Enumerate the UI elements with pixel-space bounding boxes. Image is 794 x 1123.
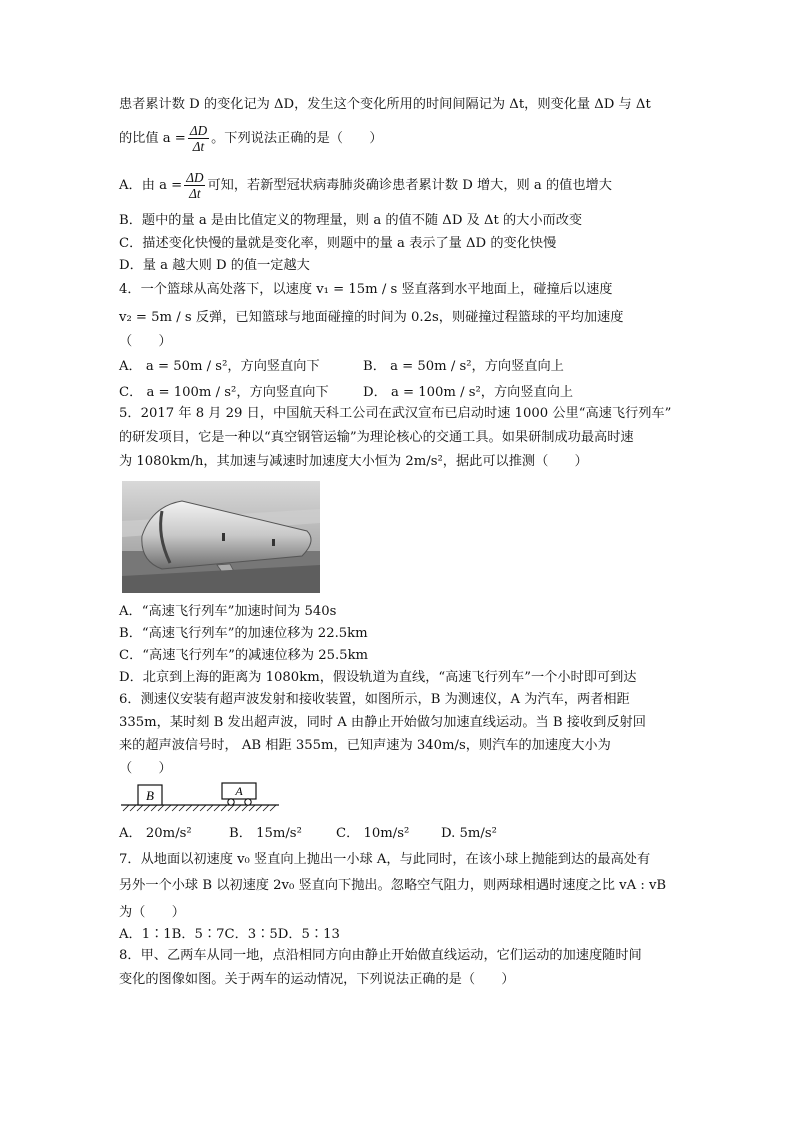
q3-option-d: D．量 a 越大则 D 的值一定越大 bbox=[119, 258, 310, 273]
q3-line-2-pre: 的比值 a = bbox=[119, 131, 186, 146]
q4-option-d: D． a = 100m / s²，方向竖直向上 bbox=[363, 385, 574, 400]
q5-line-2: 的研发项目，它是一种以“真空钢管运输”为理论核心的交通工具。如果研制成功最高时速 bbox=[119, 430, 634, 445]
q4-option-c: C． a = 100m / s²，方向竖直向下 bbox=[119, 385, 329, 400]
fraction-numerator: ΔD bbox=[189, 123, 208, 138]
q3-option-a-post: 可知，若新型冠状病毒肺炎确诊患者累计数 D 增大，则 a 的值也增大 bbox=[207, 178, 612, 193]
q7-options: A．1∶1B．5∶7C．3∶5D．5∶13 bbox=[119, 927, 340, 942]
fraction-denominator: Δt bbox=[192, 139, 205, 154]
q3-option-a-fraction bbox=[184, 170, 205, 201]
q8-line-1: 8．甲、乙两车从同一地，点沿相同方向由静止开始做直线运动，它们运动的加速度随时间 bbox=[119, 948, 642, 963]
q6-option-c: C． 10m/s² bbox=[336, 826, 410, 841]
q3-line-2 bbox=[119, 123, 383, 154]
fraction-denominator: Δt bbox=[189, 186, 201, 201]
car-wheel-left bbox=[228, 799, 234, 805]
q6-option-a: A． 20m/s² bbox=[119, 826, 192, 841]
speed-meter-diagram bbox=[121, 779, 281, 813]
q4-option-b: B． a = 50m / s²，方向竖直向上 bbox=[363, 359, 564, 374]
q3-fraction bbox=[188, 123, 209, 154]
q3-option-b: B．题中的量 a 是由比值定义的物理量，则 a 的值不随 ΔD 及 Δt 的大小而改变 bbox=[119, 213, 583, 228]
q6-line-2: 335m，某时刻 B 发出超声波，同时 A 由静止开始做匀加速直线运动。当 B 接收到反射回 bbox=[119, 715, 646, 730]
q8-line-2: 变化的图像如图。关于两车的运动情况，下列说法正确的是（ ） bbox=[119, 972, 515, 987]
q6-line-3: 来的超声波信号时， AB 相距 355m，已知声速为 340m/s，则汽车的加速度大小为 bbox=[119, 738, 611, 753]
q4-line-3: （ ） bbox=[119, 334, 172, 349]
q5-line-1: 5．2017 年 8 月 29 日，中国航天科工公司在武汉宣布已启动时速 1000 公里“高速飞行列车” bbox=[119, 406, 672, 421]
q6-option-d: D. 5m/s² bbox=[441, 826, 497, 841]
q5-option-a: A．“高速飞行列车”加速时间为 540s bbox=[119, 604, 337, 619]
q5-option-b: B．“高速飞行列车”的加速位移为 22.5km bbox=[119, 626, 368, 641]
q3-line-2-post: 。下列说法正确的是（ ） bbox=[211, 131, 383, 146]
q3-option-a-pre: A．由 a = bbox=[119, 178, 183, 193]
q5-option-d: D．北京到上海的距离为 1080km，假设轨道为直线，“高速飞行列车”一个小时即可到达 bbox=[119, 670, 637, 685]
q6-line-4: （ ） bbox=[119, 761, 172, 776]
car-wheel-right bbox=[245, 799, 251, 805]
fraction-numerator: ΔD bbox=[186, 170, 204, 185]
q4-option-a: A． a = 50m / s²，方向竖直向下 bbox=[119, 359, 320, 374]
q4-line-1: 4．一个篮球从高处落下，以速度 v₁ = 15m / s 竖直落到水平地面上，碰撞后以速度 bbox=[119, 282, 613, 297]
q3-line-1: 患者累计数 D 的变化记为 ΔD，发生这个变化所用的时间间隔记为 Δt，则变化量 ΔD 与 Δt bbox=[119, 97, 651, 112]
train-photo bbox=[122, 481, 320, 593]
q4-line-2: v₂ = 5m / s 反弹，已知篮球与地面碰撞的时间为 0.2s，则碰撞过程篮球的平均加速度 bbox=[119, 310, 624, 325]
high-speed-train-image bbox=[122, 481, 320, 593]
q5-option-c: C．“高速飞行列车”的减速位移为 25.5km bbox=[119, 648, 369, 663]
q7-line-1: 7．从地面以初速度 v₀ 竖直向上抛出一小球 A，与此同时，在该小球上抛能到达的最高处有 bbox=[119, 852, 651, 867]
q7-line-2: 另外一个小球 B 以初速度 2v₀ 竖直向下抛出。忽略空气阻力，则两球相遇时速度之比 vA : vB bbox=[119, 878, 667, 893]
q7-line-3: 为（ ） bbox=[119, 905, 185, 920]
car-a-label: A bbox=[235, 784, 243, 798]
q3-option-a bbox=[119, 170, 612, 201]
q6-line-1: 6．测速仪安装有超声波发射和接收装置，如图所示，B 为测速仪，A 为汽车，两者相距 bbox=[119, 692, 630, 707]
q5-line-3: 为 1080km/h，其加速与减速时加速度大小恒为 2m/s²，据此可以推测（ ） bbox=[119, 454, 588, 469]
q6-option-b: B． 15m/s² bbox=[229, 826, 302, 841]
meter-b-label: B bbox=[146, 788, 154, 803]
q3-option-c: C．描述变化快慢的量就是变化率，则题中的量 a 表示了量 ΔD 的变化快慢 bbox=[119, 236, 557, 251]
